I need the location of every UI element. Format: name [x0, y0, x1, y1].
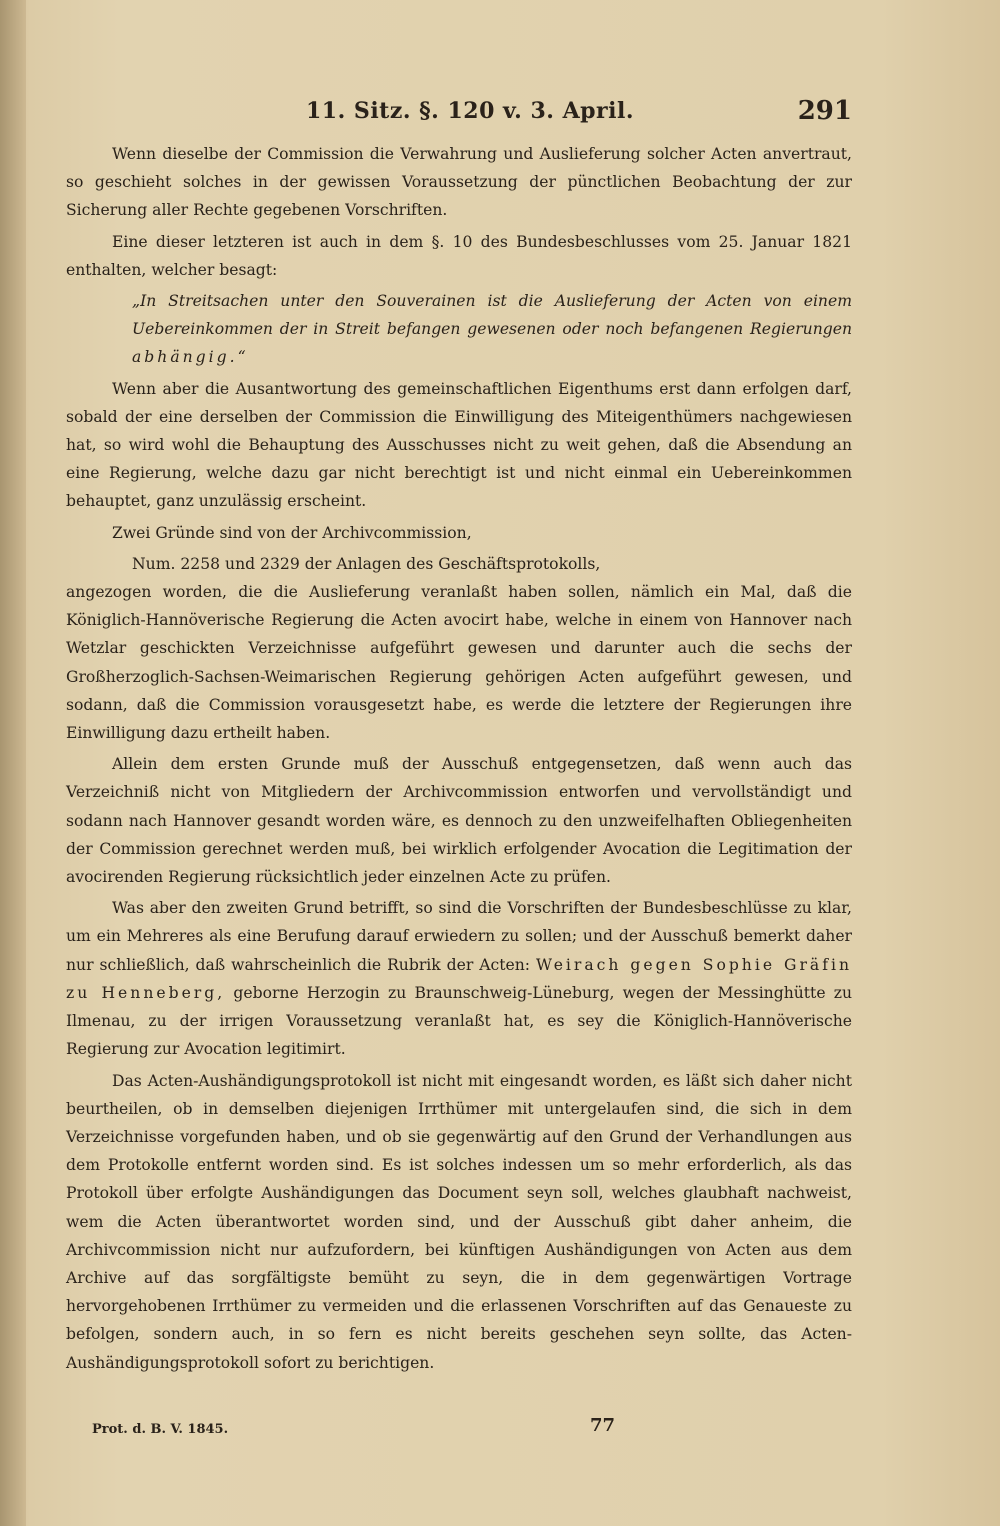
paragraph-6: Allein dem ersten Grunde muß der Ausschuß entgegensetzen, daß wenn auch das Verzeichniß nicht von Mitgliedern der Archivcommission entworfen und vervollständigt und sodann nach Hannover gesandt worden wäre, es dennoch zu den unzweifelhaften Obliegenheiten der Commission gerechnet werden muß, bei wirklich erfolgender Avocation die Legitimation der avocirenden Regierung rücksichtlich jeder einzelnen Acte zu prüfen.: [66, 755, 852, 887]
paragraph-2: Eine dieser letzteren ist auch in dem §. 10 des Bundesbeschlusses vom 25. Januar 1821 enthalten, welcher besagt:: [66, 232, 852, 279]
paragraph-7-rubric: Weirach gegen Sophie Gräfin zu Henneberg,: [66, 955, 852, 1002]
paragraph-8: Das Acten-Aushändigungsprotokoll ist nicht mit eingesandt worden, es läßt sich daher nicht beurtheilen, ob in demselben diejenigen Irrthümer mit untergelaufen sind, die sich in dem Verzeichnisse vorgefunden haben, und ob sie gegenwärtig auf den Grund der Verhandlungen aus dem Protokolle entfernt worden sind. Es ist solches indessen um so mehr erforderlich, als das Protokoll über erfolgte Aushändigungen das Document seyn soll, welches glaubhaft nachweist, wem die Acten überantwortet worden sind, und der Ausschuß gibt daher anheim, die Archivcommission nicht nur aufzufordern, bei künftigen Aushändigungen von Acten aus dem Archive auf das sorgfältigste bemüht zu seyn, die in dem gegenwärtigen Vortrage hervorgehobenen Irrthümer zu vermeiden und die erlassenen Vorschriften auf das Genaueste zu befolgen, sondern auch, in so fern es nicht bereits geschehen seyn sollte, das Acten-Aushändigungsprotokoll sofort zu berichtigen.: [66, 1071, 852, 1372]
paragraph-5-intro: Zwei Gründe sind von der Archivcommission,: [112, 523, 472, 542]
quotation-paragraph: „In Streitsachen unter den Souverainen ist die Auslieferung der Acten von einem Uebereinkommen der in Streit befangen gewesenen oder noch befangenen Regierungen abhängig.“: [132, 292, 852, 367]
signature-mark: 77: [590, 1415, 616, 1436]
paragraph-1: Wenn dieselbe der Commission die Verwahrung und Auslieferung solcher Acten anvertraut, so geschieht solches in der gewissen Voraussetzung der pünctlichen Beobachtung der zur Sicherung aller Rechte gegebenen Vorschriften.: [66, 145, 852, 220]
paragraph-4: Wenn aber die Ausantwortung des gemeinschaftlichen Eigenthums erst dann erfolgen darf, sobald der eine derselben der Commission die Einwilligung des Miteigenthümers nachgewiesen hat, so wird wohl die Behauptung des Ausschusses nicht zu weit gehen, daß die Absendung an eine Regierung, welche dazu gar nicht berechtigt ist und nicht einmal ein Uebereinkommen behauptet, ganz unzulässig erscheint.: [66, 379, 852, 511]
page-number: 291: [797, 96, 852, 126]
body-text: [66, 140, 852, 1380]
running-header: 11. Sitz. §. 120 v. 3. April.: [306, 98, 634, 124]
quotation-text: „In Streitsachen unter den Souverainen ist die Auslieferung der Acten von einem Uebereinkommen der in Streit befangen gewesenen oder noch befangenen Regierungen: [132, 292, 852, 339]
quotation-emphasis: abhängig.: [132, 348, 238, 367]
footer-source: Prot. d. B. V. 1845.: [92, 1422, 229, 1437]
paragraph-7: [66, 894, 852, 1063]
paragraph-5-reference: Num. 2258 und 2329 der Anlagen des Geschäftsprotokolls,: [132, 554, 601, 573]
paragraph-5-body: angezogen worden, die die Auslieferung veranlaßt haben sollen, nämlich ein Mal, daß die Königlich-Hannöverische Regierung die Acten avocirt habe, welche in einem von Hannover nach Wetzlar geschickten Verzeichnisse aufgeführt gewesen und darunter auch die sechs der Großherzoglich-Sachsen-Weimarischen Regierung gehörigen Acten aufgeführt gewesen, und sodann, daß die Commission vorausgesetzt habe, es werde die letztere der Regierungen ihre Einwilligung dazu ertheilt haben.: [66, 583, 852, 743]
paragraph-7-text-a: Was aber den zweiten Grund betrifft, so sind die Vorschriften der Bundesbeschlüsse zu klar, um ein Mehreres als eine Berufung darauf erwiedern zu sollen; und der Ausschuß bemerkt daher nur schließlich, daß wahrscheinlich die Rubrik der Acten:: [66, 899, 852, 974]
book-spine-edge: [0, 0, 26, 1526]
paragraph-7-text-b: geborne Herzogin zu Braunschweig-Lüneburg, wegen der Messinghütte zu Ilmenau, zu der irrigen Voraussetzung veranlaßt hat, es sey die Königlich-Hannöverische Regierung zur Avocation legitimirt.: [66, 983, 852, 1059]
